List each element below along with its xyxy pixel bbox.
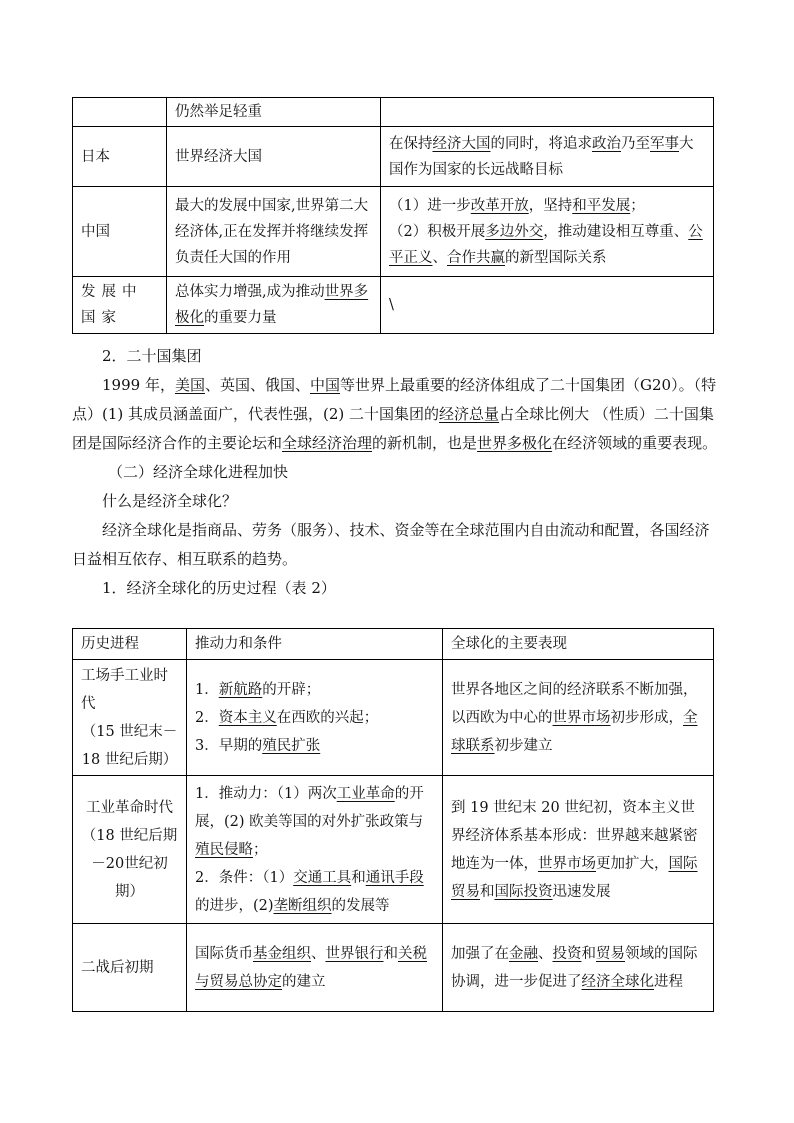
text: 的发展等 [331, 897, 390, 914]
keyword: 经济总量 [439, 405, 500, 423]
era-period: （18 世纪后期－20世纪初期） [81, 827, 178, 900]
text: 、 [538, 945, 553, 962]
keyword: 国际投资 [494, 883, 553, 900]
text: 和 [351, 869, 366, 886]
text: 2．条件：（1） [195, 869, 294, 886]
text: 在经济领域的重要表现。 [552, 434, 718, 452]
era-period: （15 世纪末－18 世纪后期） [81, 723, 178, 768]
text: 领域的国际协调，进一步促进了 [451, 945, 698, 990]
text: 在西欧的兴起； [276, 709, 379, 726]
list-item [195, 780, 434, 864]
text: 更加扩大， [596, 855, 669, 872]
section-heading: 2．二十国集团 [102, 347, 202, 365]
globalization-table [72, 628, 714, 1012]
text: 、 [311, 945, 326, 962]
text: （1）进一步 [389, 197, 471, 214]
column-header: 历史进程 [73, 629, 187, 660]
text: 世界各地区之间的经济联系不断加强，以西欧为中心的 [451, 681, 698, 726]
list-item [195, 676, 434, 704]
keyword: 经济大国 [432, 135, 491, 152]
text: 和 [480, 883, 495, 900]
text: 在保持 [389, 135, 433, 152]
text: 的开展，(2) 欧美等国的对外扩张政策与 [195, 785, 424, 830]
keyword: 改革开放 [470, 197, 529, 214]
keyword: 金融 [509, 945, 538, 962]
policy-line [389, 219, 705, 271]
effect-cell [443, 776, 714, 924]
driver-cell [187, 776, 443, 924]
keyword: 和平发展 [572, 197, 631, 214]
text: 等世界上最重要的经济体组成了二十国集团（G20）。（特点）(1) 其成员涵盖面广，代表性强，(2) 二十国集团的 [72, 376, 717, 423]
text: 的进步，(2) [195, 897, 274, 914]
table-cell [167, 277, 381, 334]
table-cell: 仍然举足轻重 [167, 98, 381, 127]
keyword: 殖民侵略 [195, 841, 253, 858]
text: 迅速发展 [552, 883, 611, 900]
keyword: 经济全球化 [581, 973, 654, 990]
text: 、 [432, 249, 447, 266]
text: 的开辟； [262, 681, 321, 698]
text: 1999 年， [102, 376, 175, 394]
text: 1． [195, 681, 219, 698]
text: 总体实力增强,成为推动 [175, 284, 325, 300]
keyword: 合作共赢 [447, 249, 505, 266]
table-cell: 最大的发展中国家,世界第二大经济体,正在发挥并将继续发挥负责任大国的作用 [167, 187, 381, 277]
text: 的重要力量 [204, 310, 277, 326]
paragraph [72, 371, 722, 458]
keyword: 投资 [552, 945, 582, 962]
keyword: 军事 [650, 135, 679, 152]
text: ； [253, 841, 268, 858]
text: 和 [383, 945, 398, 962]
keyword: 殖民扩张 [262, 737, 321, 754]
country-japan: 日本 [73, 127, 167, 187]
keyword: 全球经济治理 [282, 434, 373, 452]
text: ，坚持 [528, 197, 573, 214]
keyword: 世界多极化 [175, 284, 369, 326]
table-row [73, 776, 714, 924]
keyword: 美国 [174, 376, 205, 394]
column-header: 全球化的主要表现 [443, 629, 714, 660]
column-header: 推动力和条件 [187, 629, 443, 660]
driver-cell [187, 660, 443, 776]
keyword: 资本主义 [218, 709, 277, 726]
era-name: 工场手工业时代 [81, 667, 168, 712]
text: 进程 [654, 973, 683, 990]
text: 的建立 [282, 973, 326, 990]
era-cell [73, 776, 187, 924]
text: （2）积极开展 [389, 223, 486, 240]
list-item [195, 704, 434, 732]
era-cell: 二战后初期 [73, 924, 187, 1012]
policy-line [389, 193, 705, 219]
text: ，推动建设相互尊重、 [543, 223, 689, 240]
text: ； [630, 197, 645, 214]
text: 和 [581, 945, 596, 962]
table-cell [381, 127, 714, 187]
keyword: 关税与贸易总协定 [195, 945, 427, 990]
table-row [73, 127, 714, 187]
g20-section [72, 342, 722, 603]
text: 、英国、俄国、 [204, 376, 310, 394]
list-item [195, 864, 434, 920]
keyword: 通讯手段 [365, 869, 424, 886]
text: 的同时，将追求 [490, 135, 592, 152]
keyword: 多边外交 [485, 223, 544, 240]
text: 大国作为国家的长远战略目标 [389, 135, 694, 178]
table-cell [73, 98, 167, 127]
keyword: 世界银行 [325, 945, 384, 962]
table-caption: 1．经济全球化的历史过程（表 2） [102, 579, 336, 597]
text: 初步形成， [610, 709, 683, 726]
driver-cell [187, 924, 443, 1012]
table-cell [381, 187, 714, 277]
table-cell: 世界经济大国 [167, 127, 381, 187]
keyword: 贸易 [596, 945, 625, 962]
keyword: 中国 [309, 376, 340, 394]
era-cell [73, 660, 187, 776]
text: 1．推动力：（1）两次 [195, 785, 337, 802]
table-header-row [73, 629, 714, 660]
era-name: 工业革命时代 [86, 799, 173, 816]
effect-cell [443, 924, 714, 1012]
table-row [73, 277, 714, 334]
text: 加强了在 [451, 945, 509, 962]
section-heading: （二）经济全球化进程加快 [108, 463, 289, 481]
text: 占全球比例大 （性质）二十国集团是国际经济合作的主要论坛和 [72, 405, 714, 452]
text: 到 19 世纪末 20 世纪初，资本主义世界经济体系基本形成：世界越来越紧密地连为一体， [451, 799, 698, 872]
table-row [73, 924, 714, 1012]
keyword: 新航路 [218, 681, 263, 698]
effect-cell [443, 660, 714, 776]
table-row [73, 98, 714, 127]
keyword: 全球联系 [451, 709, 698, 754]
keyword: 世界市场 [538, 855, 596, 872]
keyword: 工业革命 [336, 785, 395, 802]
text: 乃至 [621, 135, 650, 152]
keyword: 公平正义 [389, 223, 703, 266]
definition: 经济全球化是指商品、劳务（服务）、技术、资金等在全球范围内自由流动和配置，各国经济日益相互依存、相互联系的趋势。 [72, 521, 710, 568]
question: 什么是经济全球化？ [102, 492, 238, 510]
table-row [73, 187, 714, 277]
keyword: 世界市场 [552, 709, 611, 726]
text: 的新机制，也是 [372, 434, 478, 452]
table-row [73, 660, 714, 776]
text: 的新型国际关系 [505, 249, 607, 266]
keyword: 政治 [592, 135, 621, 152]
keyword: 基金组织 [253, 945, 311, 962]
country-china: 中国 [73, 187, 167, 277]
keyword: 垄断组织 [273, 897, 332, 914]
powers-table [72, 97, 714, 334]
country-developing: 发展中国家 [73, 277, 167, 334]
keyword: 国际贸易 [451, 855, 698, 900]
keyword: 交通工具 [293, 869, 352, 886]
table-cell: \ [381, 277, 714, 334]
keyword: 世界多极化 [477, 434, 553, 452]
table-cell [381, 98, 714, 127]
text: 国际货币 [195, 945, 253, 962]
text: 2． [195, 709, 219, 726]
text: 3．早期的 [195, 737, 263, 754]
text: 初步建立 [494, 737, 553, 754]
list-item [195, 732, 434, 760]
